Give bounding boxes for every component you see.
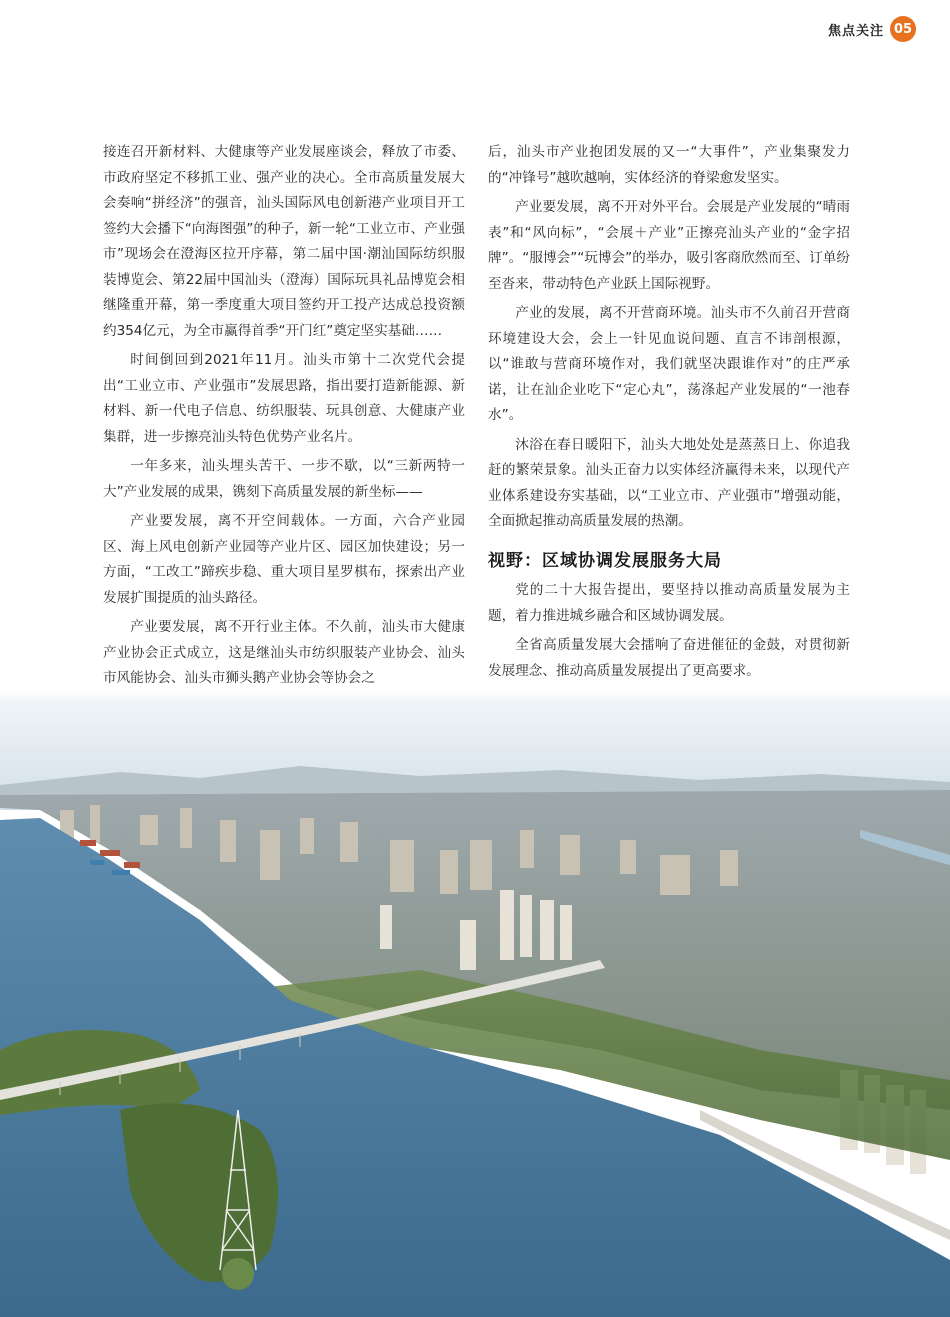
aerial-city-photo bbox=[0, 690, 950, 1317]
paragraph: 沐浴在春日暖阳下，汕头大地处处是蒸蒸日上、你追我赶的繁荣景象。汕头正奋力以实体经济赢得未来，以现代产业体系建设夯实基础，以“工业立市、产业强市”增强动能，全面掀起推动高质量发展的热潮。 bbox=[488, 436, 850, 529]
page-header bbox=[828, 16, 916, 42]
right-column bbox=[488, 140, 850, 718]
left-column bbox=[103, 140, 465, 696]
paragraph: 时间倒回到2021年11月。汕头市第十二次党代会提出“工业立市、产业强市”发展思路，指出要打造新能源、新材料、新一代电子信息、纺织服装、玩具创意、大健康产业集群，进一步擦亮汕头特色优势产业名片。 bbox=[103, 352, 465, 445]
paragraph: 产业的发展，离不开营商环境。汕头市不久前召开营商环境建设大会，会上一针见血说问题、直言不讳剖根源，以“谁敢与营商环境作对，我们就坚决跟谁作对”的庄严承诺，让在汕企业吃下“定心丸”，荡涤起产业发展的“一池春水”。 bbox=[488, 305, 850, 423]
paragraph: 接连召开新材料、大健康等产业发展座谈会，释放了市委、市政府坚定不移抓工业、强产业的决心。全市高质量发展大会奏响“拼经济”的强音，汕头国际风电创新港产业项目开工签约大会播下“向海图强”的种子，新一轮“工业立市、产业强市”现场会在澄海区拉开序幕，第二届中国·潮汕国际纺织服装博览会、第22届中国汕头（澄海）国际玩具礼品博览会相继隆重开幕，第一季度重大项目签约开工投产达成总投资额约354亿元，为全市赢得首季“开门红”奠定坚实基础…… bbox=[103, 144, 465, 339]
paragraph: 党的二十大报告提出，要坚持以推动高质量发展为主题，着力推进城乡融合和区域协调发展。 bbox=[488, 582, 850, 624]
paragraph: 产业要发展，离不开空间载体。一方面，六合产业园区、海上风电创新产业园等产业片区、园区加快建设；另一方面，“工改工”蹄疾步稳、重大项目星罗棋布，探索出产业发展扩围提质的汕头路径。 bbox=[103, 513, 465, 606]
page-number-badge: 05 bbox=[890, 16, 916, 42]
section-label: 焦点关注 bbox=[827, 23, 884, 39]
paragraph: 后，汕头市产业抱团发展的又一“大事件”，产业集聚发力的“冲锋号”越吹越响，实体经济的脊梁愈发坚实。 bbox=[488, 144, 850, 186]
paragraph: 产业要发展，离不开对外平台。会展是产业发展的“晴雨表”和“风向标”，“会展＋产业”正擦亮汕头产业的“金字招牌”。“服博会”“玩博会”的举办，吸引客商欣然而至、订单纷至沓来，带动特色产业跃上国际视野。 bbox=[488, 199, 850, 292]
paragraph: 全省高质量发展大会擂响了奋进催征的金鼓，对贯彻新发展理念、推动高质量发展提出了更高要求。 bbox=[488, 637, 850, 679]
paragraph: 产业要发展，离不开行业主体。不久前，汕头市大健康产业协会正式成立，这是继汕头市纺织服装产业协会、汕头市风能协会、汕头市狮头鹅产业协会等协会之 bbox=[103, 619, 465, 686]
paragraph: 一年多来，汕头埋头苦干、一步不歇，以“三新两特一大”产业发展的成果，镌刻下高质量发展的新坐标—— bbox=[103, 458, 465, 500]
section-heading: 视野：区域协调发展服务大局 bbox=[488, 550, 722, 571]
